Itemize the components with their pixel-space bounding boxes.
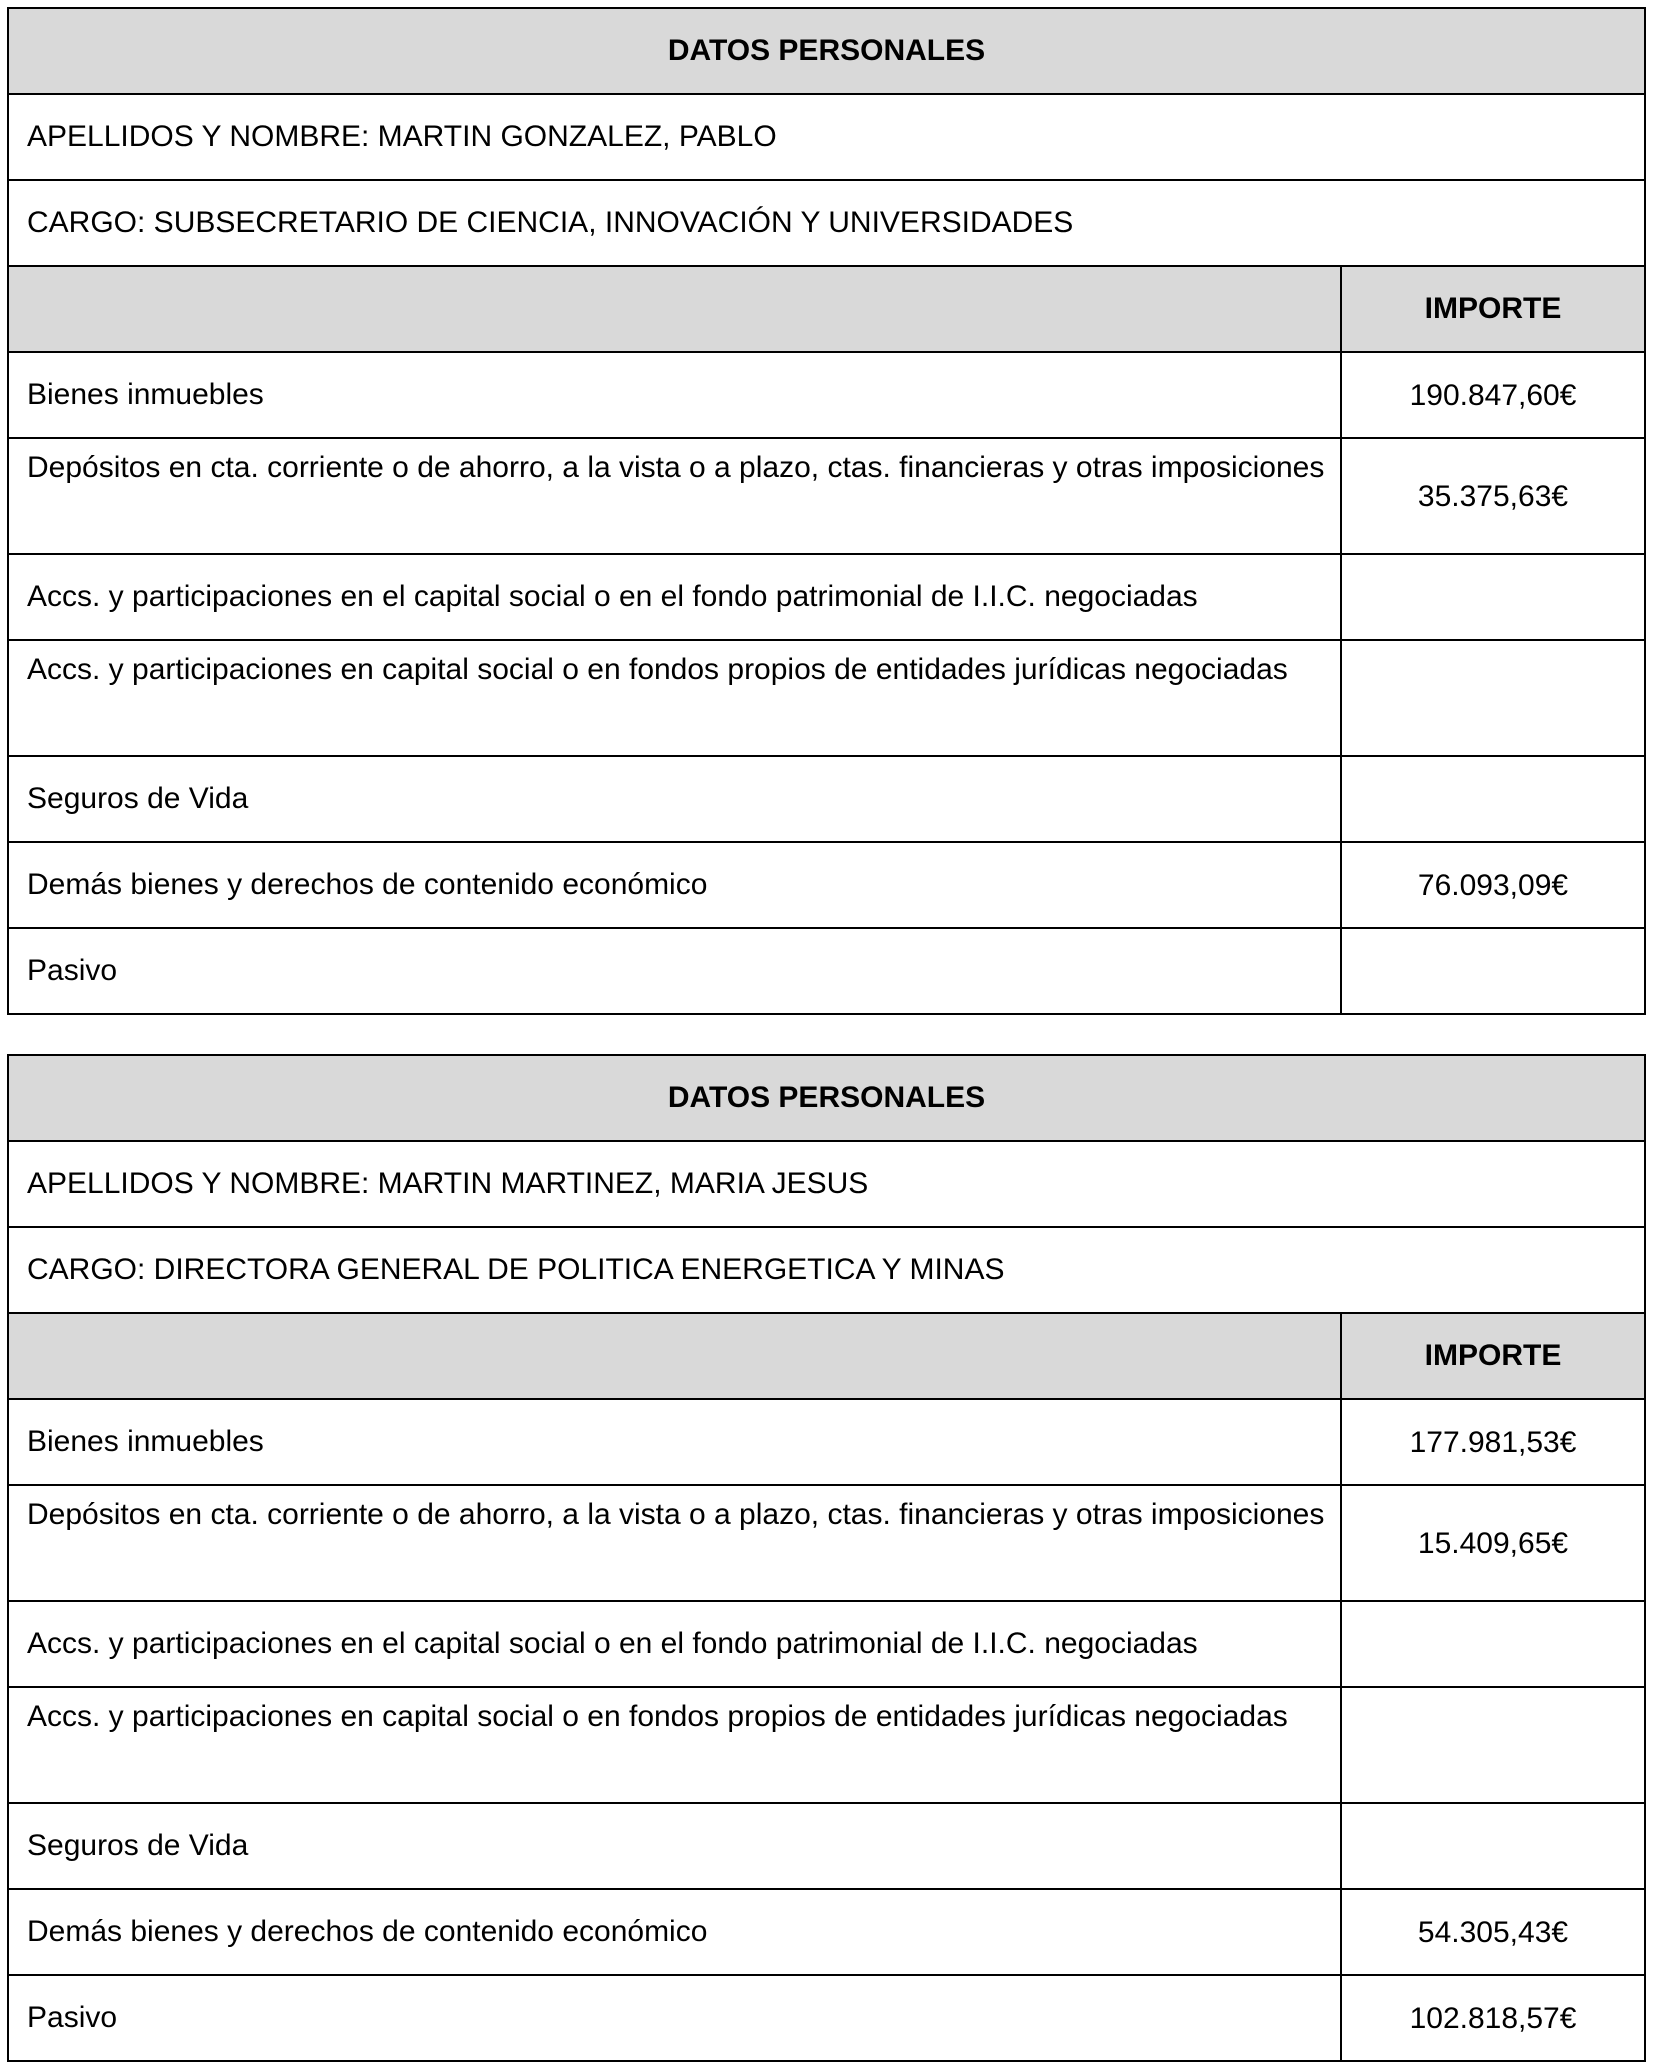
table-row — [8, 928, 1645, 1014]
row-amount — [1341, 756, 1645, 842]
row-amount: 190.847,60€ — [1341, 352, 1645, 438]
row-label: Pasivo — [8, 928, 1341, 1014]
row-amount — [1341, 1601, 1645, 1687]
table-row — [8, 842, 1645, 928]
row-amount — [1341, 928, 1645, 1014]
row-label: Accs. y participaciones en capital social o en fondos propios de entidades jurídicas negociadas — [8, 640, 1341, 756]
table-row — [8, 1399, 1645, 1485]
row-label: Accs. y participaciones en el capital social o en el fondo patrimonial de I.I.C. negociadas — [8, 554, 1341, 640]
table-row — [8, 1601, 1645, 1687]
table-row — [8, 1975, 1645, 2061]
row-label: Depósitos en cta. corriente o de ahorro, a la vista o a plazo, ctas. financieras y otras imposiciones — [8, 1485, 1341, 1601]
table-row — [8, 756, 1645, 842]
row-label: Bienes inmuebles — [8, 352, 1341, 438]
table-row — [8, 1687, 1645, 1803]
amount-header: IMPORTE — [1341, 266, 1645, 352]
blank-header-cell — [8, 1313, 1341, 1399]
name-line: APELLIDOS Y NOMBRE: MARTIN GONZALEZ, PABLO — [8, 94, 1645, 180]
table-row — [8, 554, 1645, 640]
row-label: Demás bienes y derechos de contenido económico — [8, 842, 1341, 928]
row-amount — [1341, 1687, 1645, 1803]
row-amount — [1341, 554, 1645, 640]
row-amount — [1341, 1803, 1645, 1889]
table-row — [8, 352, 1645, 438]
row-amount — [1341, 640, 1645, 756]
row-amount: 102.818,57€ — [1341, 1975, 1645, 2061]
section-title: DATOS PERSONALES — [8, 1055, 1645, 1141]
table-row — [8, 640, 1645, 756]
section-title: DATOS PERSONALES — [8, 8, 1645, 94]
row-amount: 54.305,43€ — [1341, 1889, 1645, 1975]
row-label: Depósitos en cta. corriente o de ahorro, a la vista o a plazo, ctas. financieras y otras imposiciones — [8, 438, 1341, 554]
row-label: Accs. y participaciones en capital social o en fondos propios de entidades jurídicas negociadas — [8, 1687, 1341, 1803]
amount-header: IMPORTE — [1341, 1313, 1645, 1399]
row-label: Demás bienes y derechos de contenido económico — [8, 1889, 1341, 1975]
row-label: Seguros de Vida — [8, 756, 1341, 842]
name-line: APELLIDOS Y NOMBRE: MARTIN MARTINEZ, MARIA JESUS — [8, 1141, 1645, 1227]
asset-declaration-table-2 — [7, 1054, 1646, 2062]
row-amount: 15.409,65€ — [1341, 1485, 1645, 1601]
table-row — [8, 1485, 1645, 1601]
cargo-line: CARGO: DIRECTORA GENERAL DE POLITICA ENERGETICA Y MINAS — [8, 1227, 1645, 1313]
row-amount: 177.981,53€ — [1341, 1399, 1645, 1485]
row-amount: 35.375,63€ — [1341, 438, 1645, 554]
table-row — [8, 1889, 1645, 1975]
blank-header-cell — [8, 266, 1341, 352]
cargo-line: CARGO: SUBSECRETARIO DE CIENCIA, INNOVACIÓN Y UNIVERSIDADES — [8, 180, 1645, 266]
row-label: Accs. y participaciones en el capital social o en el fondo patrimonial de I.I.C. negociadas — [8, 1601, 1341, 1687]
table-row — [8, 438, 1645, 554]
row-label: Pasivo — [8, 1975, 1341, 2061]
table-row — [8, 1803, 1645, 1889]
row-amount: 76.093,09€ — [1341, 842, 1645, 928]
row-label: Seguros de Vida — [8, 1803, 1341, 1889]
asset-declaration-table-1 — [7, 7, 1646, 1015]
row-label: Bienes inmuebles — [8, 1399, 1341, 1485]
